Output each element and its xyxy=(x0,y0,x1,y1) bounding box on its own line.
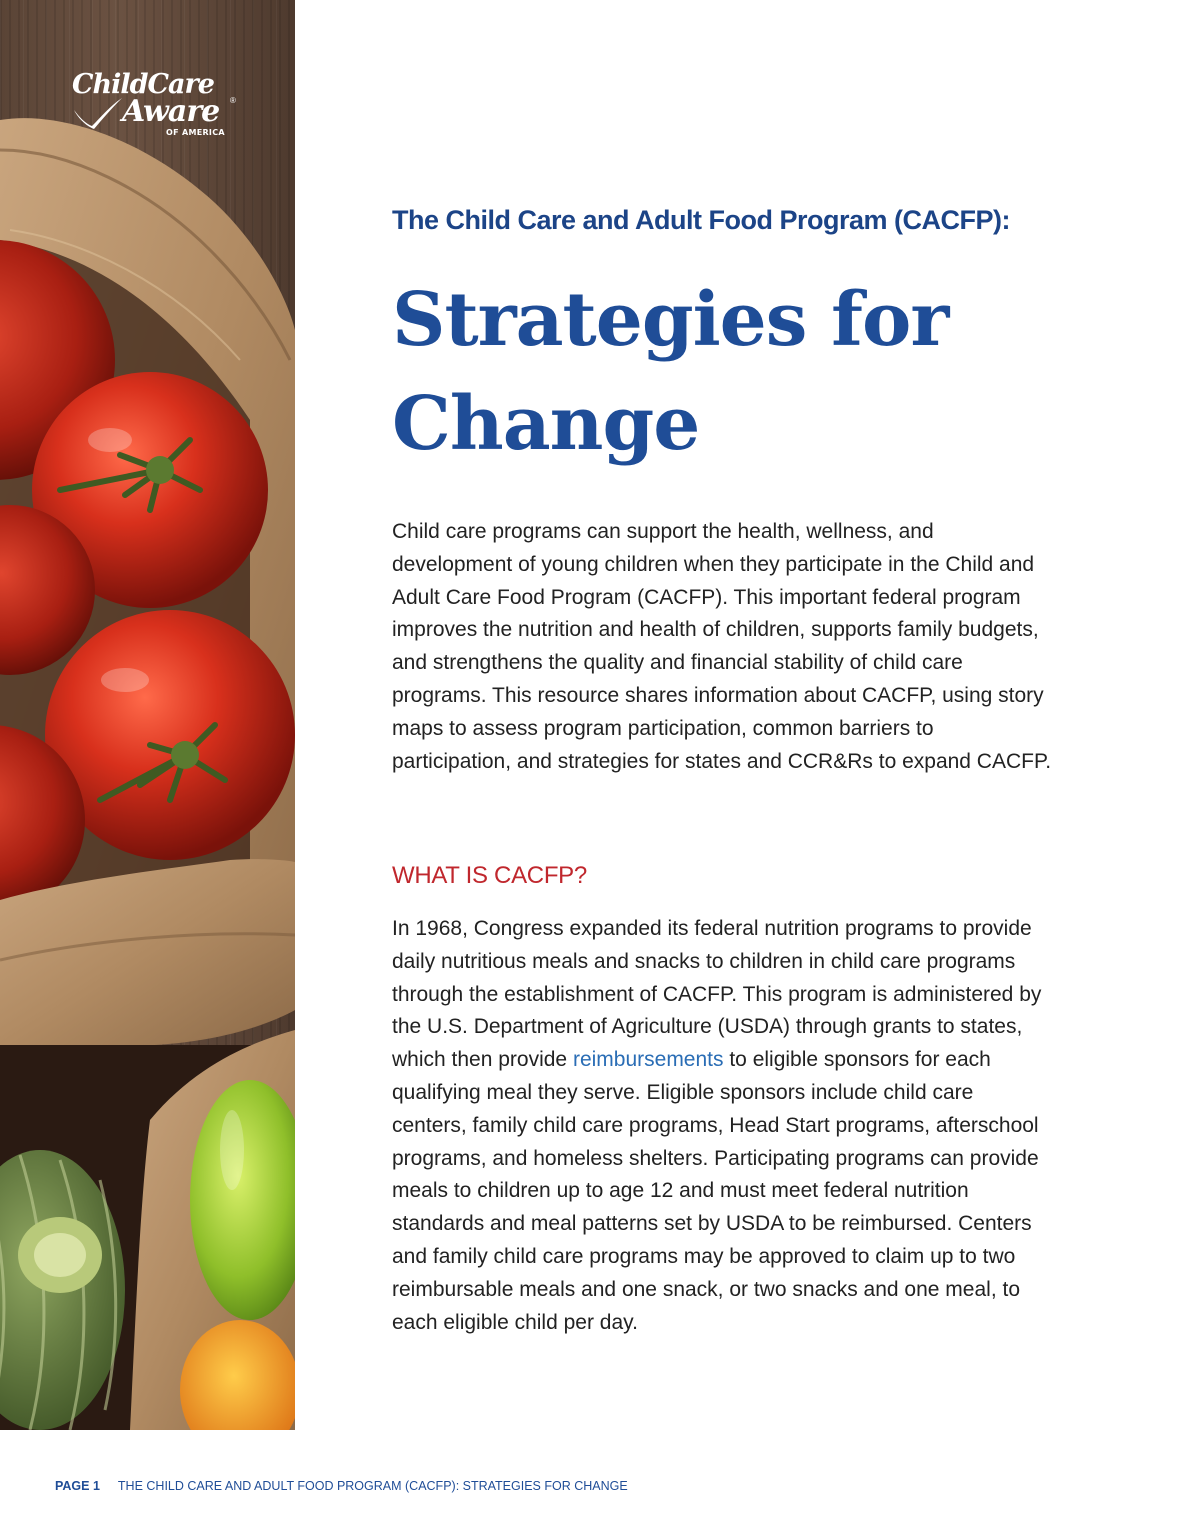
page-number: PAGE 1 xyxy=(55,1479,100,1493)
section-heading: WHAT IS CACFP? xyxy=(392,862,587,889)
running-title: THE CHILD CARE AND ADULT FOOD PROGRAM (CACFP): STRATEGIES FOR CHANGE xyxy=(117,1479,628,1493)
logo-text-of-america: OF AMERICA xyxy=(166,128,225,137)
section-paragraph xyxy=(392,913,1052,1339)
reimbursements-link[interactable]: reimbursements xyxy=(572,1048,724,1072)
childcare-aware-logo xyxy=(70,70,240,150)
section-text-after-link: to eligible sponsors for each qualifying meal they serve. Eligible sponsors include child care centers, family child care programs, Head Start programs, afterschool programs, and homeless shelters. Participating programs can provide meals to children up to age 12 and must meet federal nutrition standards and meal patterns set by USDA to be reimbursed. Centers and family child care programs may be approved to claim up to two reimbursable meals and one snack, or two snacks and one meal, to each eligible child per day. xyxy=(392,1048,1039,1334)
page-footer xyxy=(55,1479,628,1493)
document-title: Strategies for Change xyxy=(392,277,949,467)
logo-text-aware: Aware xyxy=(122,94,220,129)
document-subtitle: The Child Care and Adult Food Program (CACFP): xyxy=(392,205,1010,235)
vegetables-illustration xyxy=(0,0,295,1430)
registered-mark: ® xyxy=(230,96,236,105)
checkmark-icon xyxy=(70,96,126,130)
logo-text-childcare: ChildCare xyxy=(72,69,214,100)
intro-paragraph: Child care programs can support the health, wellness, and development of young children when they participate in the Child and Adult Care Food Program (CACFP). This important federal program improves the nutrition and health of children, supports family budgets, and strengthens the quality and financial stability of child care programs. This resource shares information about CACFP, using story maps to assess program participation, common barriers to participation, and strategies for states and CCR&Rs to expand CACFP. xyxy=(392,520,1052,773)
cover-photo xyxy=(0,0,295,1430)
section-text-before-link: In 1968, Congress expanded its federal nutrition programs to provide daily nutritious meals and snacks to children in child care programs through the establishment of CACFP. This program is administered by the U.S. Department of Agriculture (USDA) through grants to states, which then provide xyxy=(392,917,1042,1072)
